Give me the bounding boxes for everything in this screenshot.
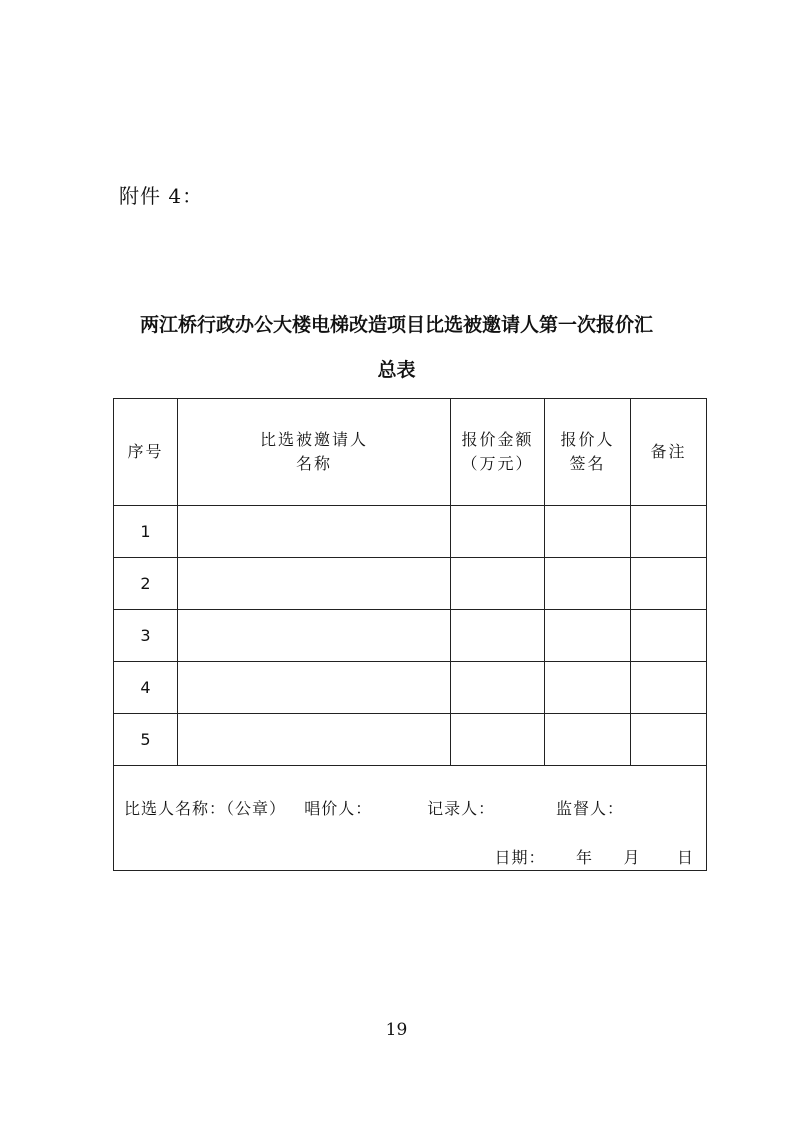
- row-signer-cell[interactable]: [545, 662, 631, 714]
- row-signer-cell[interactable]: [545, 714, 631, 766]
- row-invitee-name-cell[interactable]: [178, 714, 451, 766]
- row-index: 5: [114, 714, 178, 766]
- header-quote-amount-line1: 报价金额: [461, 430, 534, 449]
- row-invitee-name-cell[interactable]: [178, 662, 451, 714]
- selector-name-label: 比选人名称：（公章）: [124, 799, 287, 818]
- signature-section: [114, 766, 707, 871]
- row-remark-cell[interactable]: [631, 558, 707, 610]
- row-signer-cell[interactable]: [545, 558, 631, 610]
- header-invitee-name-line2: 名称: [295, 454, 332, 473]
- row-amount-cell[interactable]: [451, 610, 545, 662]
- table-row: [114, 506, 707, 558]
- table-row: [114, 558, 707, 610]
- table-row: [114, 714, 707, 766]
- signature-labels: [124, 796, 624, 819]
- header-invitee-name: [178, 399, 451, 506]
- header-invitee-name-line1: 比选被邀请人: [259, 430, 368, 449]
- header-signer-line2: 签名: [569, 454, 606, 473]
- row-index: 1: [114, 506, 178, 558]
- page-number: 19: [385, 1020, 408, 1040]
- table-footer-row: [114, 766, 707, 871]
- row-amount-cell[interactable]: [451, 558, 545, 610]
- header-remark: 备注: [631, 399, 707, 506]
- table-row: [114, 610, 707, 662]
- row-signer-cell[interactable]: [545, 610, 631, 662]
- table-header-row: [114, 399, 707, 506]
- row-invitee-name-cell[interactable]: [178, 506, 451, 558]
- day-label: 日: [676, 848, 694, 867]
- quote-summary-table: [113, 398, 707, 871]
- header-quote-amount: [451, 399, 545, 506]
- row-remark-cell[interactable]: [631, 662, 707, 714]
- row-remark-cell[interactable]: [631, 506, 707, 558]
- row-remark-cell[interactable]: [631, 610, 707, 662]
- recorder-label: 记录人：: [427, 799, 496, 818]
- header-signer-line1: 报价人: [560, 430, 615, 449]
- row-amount-cell[interactable]: [451, 662, 545, 714]
- row-amount-cell[interactable]: [451, 506, 545, 558]
- row-amount-cell[interactable]: [451, 714, 545, 766]
- row-invitee-name-cell[interactable]: [178, 610, 451, 662]
- header-signer: [545, 399, 631, 506]
- date-labels: [495, 845, 694, 868]
- page-title-line2: 总表: [377, 359, 416, 381]
- attachment-label: 附件 4：: [119, 184, 204, 208]
- date-label: 日期：: [494, 848, 546, 867]
- row-index: 3: [114, 610, 178, 662]
- row-invitee-name-cell[interactable]: [178, 558, 451, 610]
- row-signer-cell[interactable]: [545, 506, 631, 558]
- bid-reader-label: 唱价人：: [304, 799, 373, 818]
- row-remark-cell[interactable]: [631, 714, 707, 766]
- supervisor-label: 监督人：: [555, 799, 624, 818]
- header-quote-amount-line2: （万元）: [461, 454, 534, 473]
- year-label: 年: [576, 848, 594, 867]
- month-label: 月: [623, 848, 641, 867]
- row-index: 2: [114, 558, 178, 610]
- page-title-line1: 两江桥行政办公大楼电梯改造项目比选被邀请人第一次报价汇: [139, 314, 653, 336]
- row-index: 4: [114, 662, 178, 714]
- table-row: [114, 662, 707, 714]
- header-index: 序号: [114, 399, 178, 506]
